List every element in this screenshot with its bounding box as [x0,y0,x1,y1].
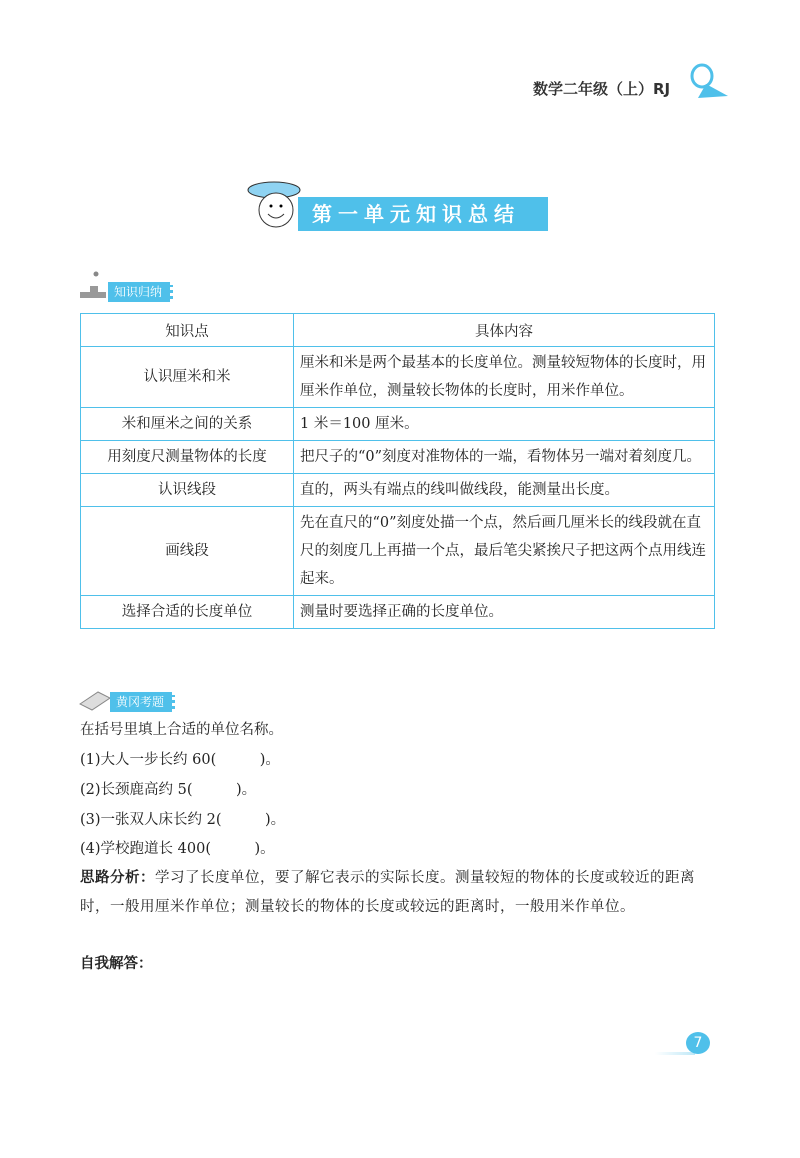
analysis [80,864,720,922]
question-item: (2)长颈鹿高约 5( )。 [80,782,257,798]
section-exam-question: 黄冈考题 [110,692,175,712]
knowledge-table [80,313,715,629]
analysis-text: 学习了长度单位，要了解它表示的实际长度。测量较短的物体的长度或较近的距离时，一般用厘米作单位；测量较长的物体的长度或较远的距离时，一般用米作单位。 [80,870,695,915]
page-title: 第一单元知识总结 [298,197,548,231]
section-knowledge-summary: 知识归纳 [108,282,173,302]
answer-label [80,950,153,979]
table-header-row [81,314,715,347]
table-row [81,408,715,441]
header-cell: 具体内容 [294,314,715,347]
book-header: 数学二年级（上）RJ [533,80,671,98]
content-cell: 直的，两头有端点的线叫做线段，能测量出长度。 [294,474,715,507]
table-row [81,596,715,629]
content-cell: 测量时要选择正确的长度单位。 [294,596,715,629]
point-cell: 米和厘米之间的关系 [81,408,294,441]
book-icon [78,690,112,712]
stairs-runner-icon [78,270,108,300]
point-cell: 用刻度尺测量物体的长度 [81,441,294,474]
point-cell: 画线段 [81,507,294,596]
table-row [81,347,715,408]
point-cell: 认识线段 [81,474,294,507]
point-cell: 认识厘米和米 [81,347,294,408]
analysis-label: 思路分析： [80,870,155,886]
telescope-icon [688,62,734,102]
question-item: (4)学校跑道长 400( )。 [80,841,275,857]
question-prompt: 在括号里填上合适的单位名称。 [80,722,283,738]
table-row [81,441,715,474]
content-cell: 把尺子的“0”刻度对准物体的一端，看物体另一端对着刻度几。 [294,441,715,474]
table-row [81,507,715,596]
content-cell: 1 米＝100 厘米。 [294,408,715,441]
question-item: (1)大人一步长约 60( )。 [80,752,280,768]
page-number-decoration [655,1052,695,1055]
content-cell: 厘米和米是两个最基本的长度单位。测量较短物体的长度时，用厘米作单位，测量较长物体的长度时，用米作单位。 [294,347,715,408]
mascot-icon [246,176,306,236]
table-row [81,474,715,507]
header-cell: 知识点 [81,314,294,347]
answer-label-text: 自我解答： [80,956,153,972]
page-number: 7 [686,1032,710,1054]
content-cell: 先在直尺的“0”刻度处描一个点，然后画几厘米长的线段就在直尺的刻度几上再描一个点，最后笔尖紧挨尺子把这两个点用线连起来。 [294,507,715,596]
question-item: (3)一张双人床长约 2( )。 [80,812,286,828]
point-cell: 选择合适的长度单位 [81,596,294,629]
